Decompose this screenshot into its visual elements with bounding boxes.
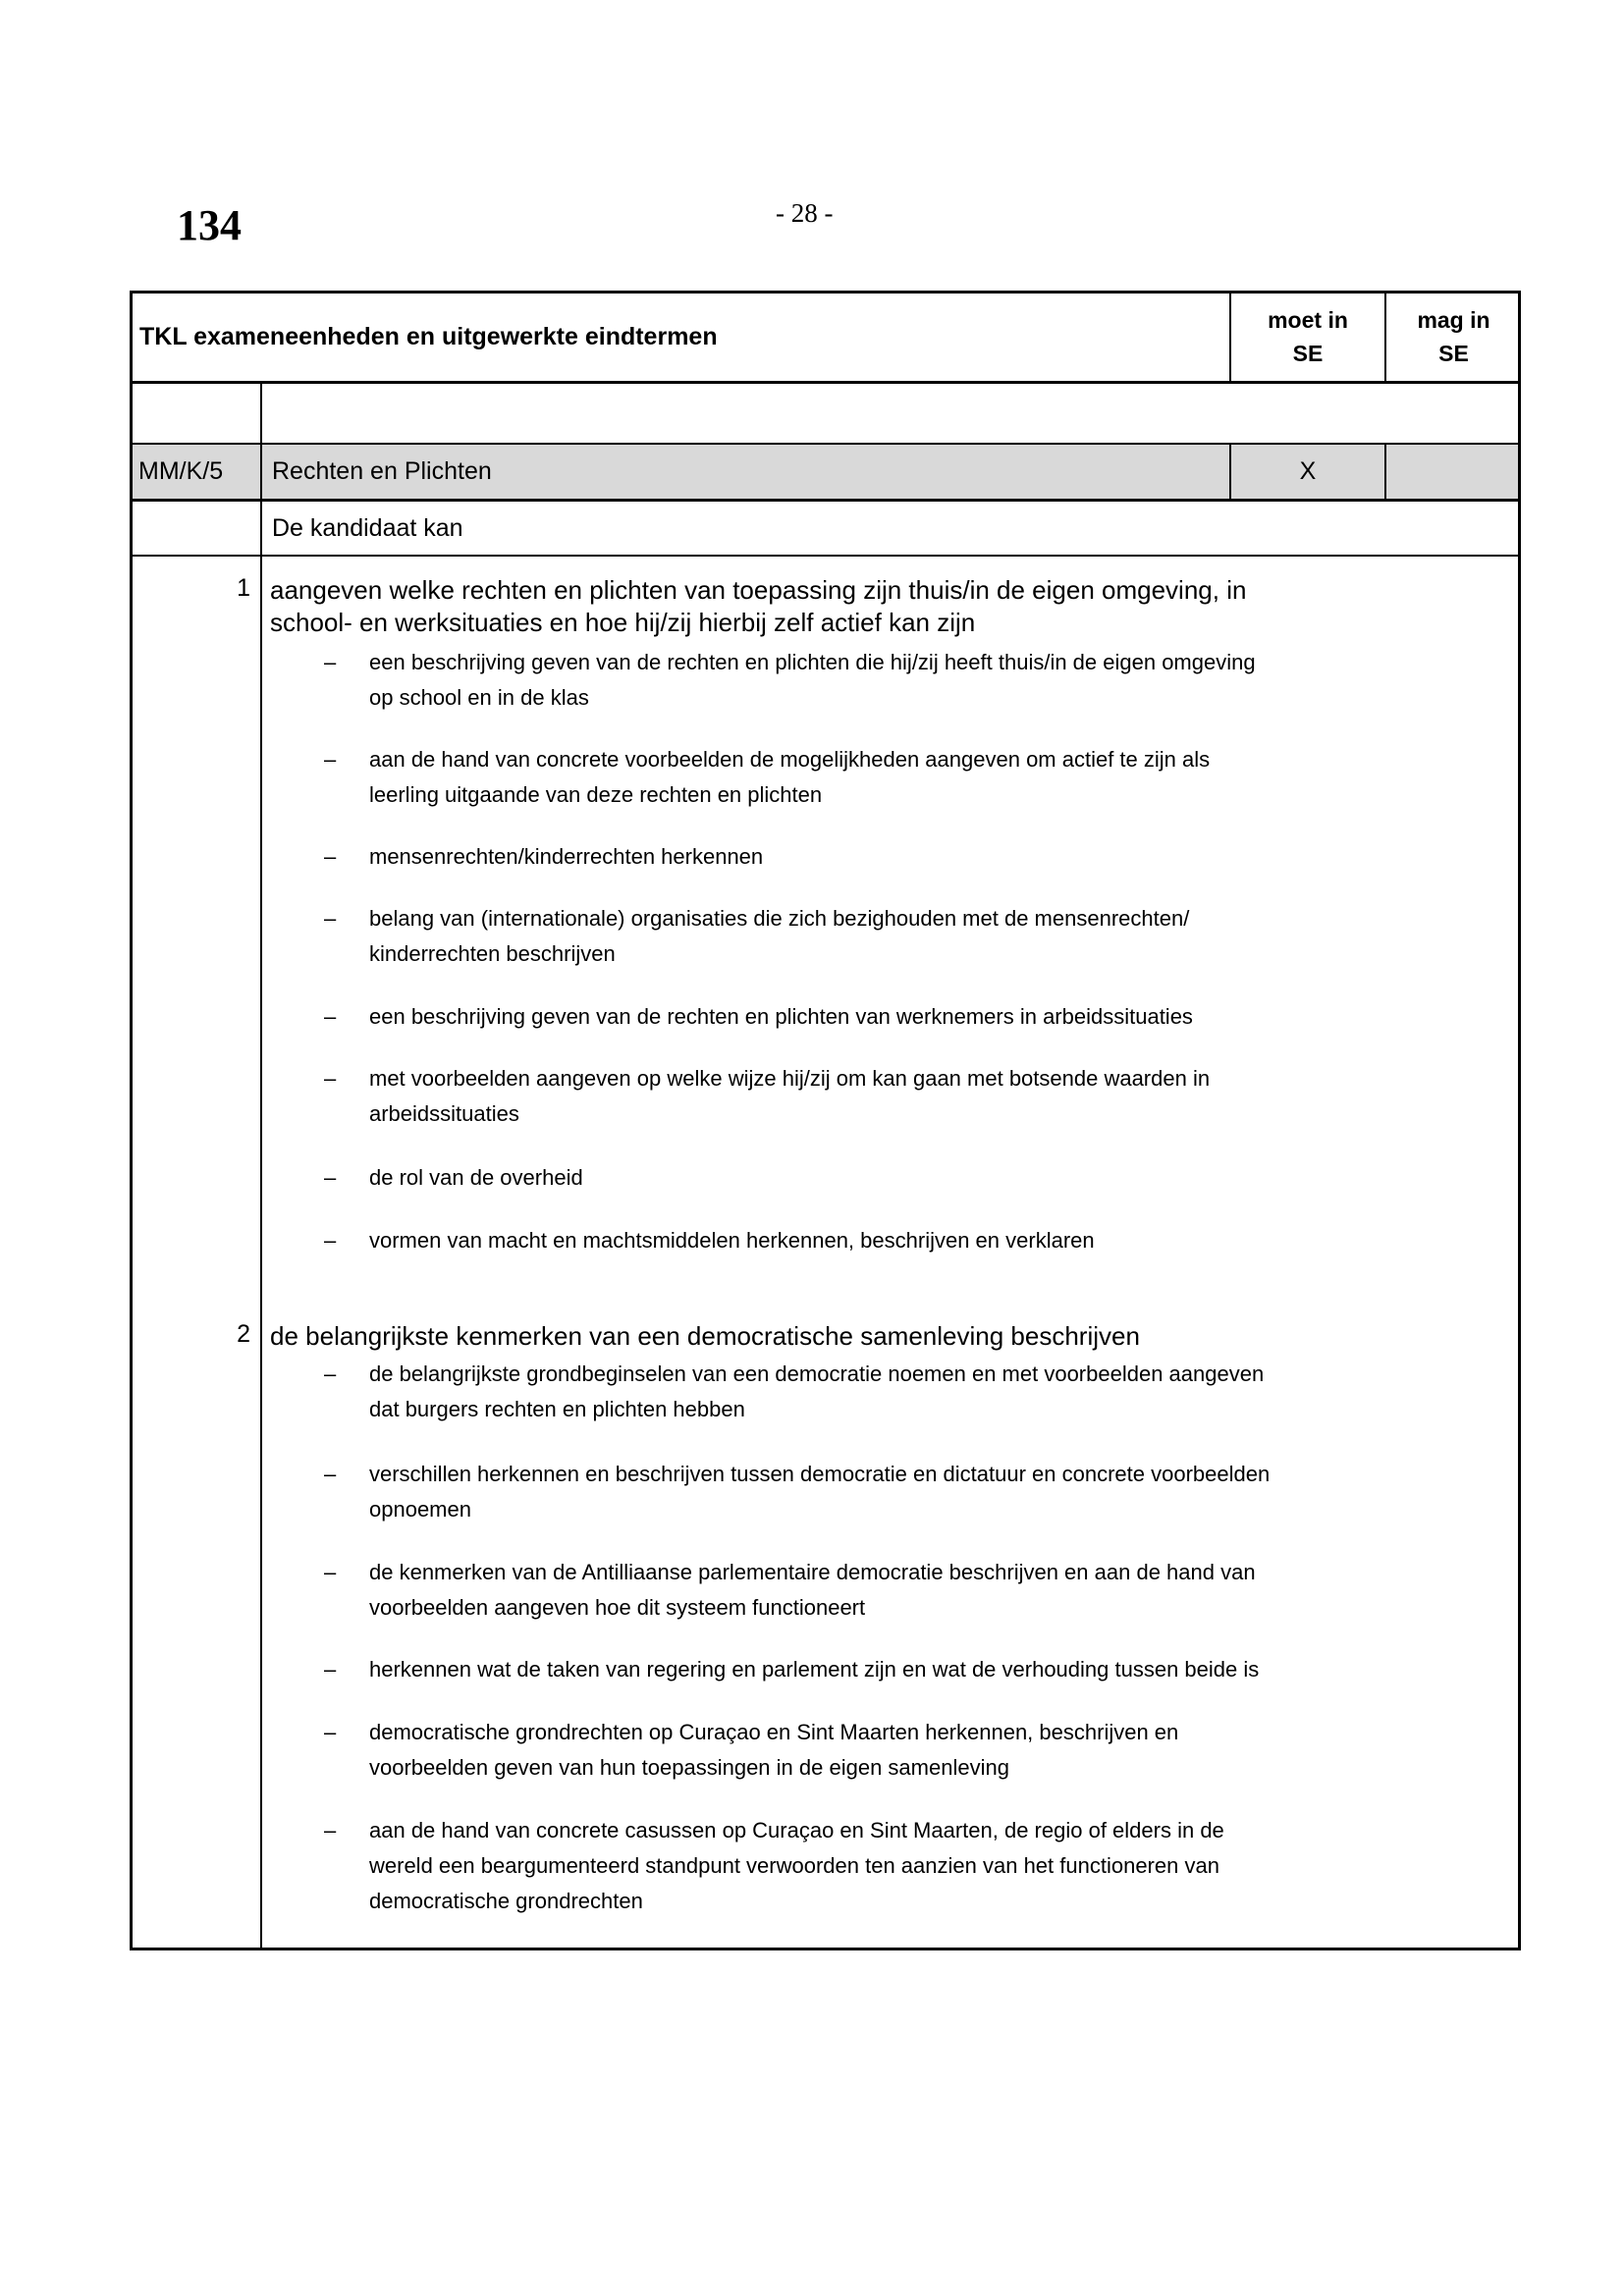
unit-title: Rechten en Plichten xyxy=(272,457,492,485)
page-number-left: 134 xyxy=(177,201,242,249)
item-number: 2 xyxy=(237,1320,250,1348)
list-item-line: een beschrijving geven van de rechten en plichten die hij/zij heeft thuis/in de eigen omgeving xyxy=(369,650,1256,674)
dash-bullet-icon: – xyxy=(324,1462,337,1486)
list-item-line: leerling uitgaande van deze rechten en plichten xyxy=(369,782,823,807)
list-item-line: een beschrijving geven van de rechten en plichten van werknemers in arbeidssituaties xyxy=(369,1004,1193,1029)
list-item-line: de rol van de overheid xyxy=(369,1165,583,1190)
item-text xyxy=(270,1320,1140,1353)
column-header-moet-line2: SE xyxy=(1292,341,1324,366)
column-header-mag-line2: SE xyxy=(1438,341,1469,366)
page-number-center: - 28 - xyxy=(776,198,834,228)
dash-bullet-icon: – xyxy=(324,1066,337,1091)
dash-bullet-icon: – xyxy=(324,1228,337,1253)
list-item-line: met voorbeelden aangeven op welke wijze hij/zij om kan gaan met botsende waarden in xyxy=(369,1066,1211,1091)
list-item-line: opnoemen xyxy=(369,1497,471,1522)
unit-code: MM/K/5 xyxy=(138,457,224,485)
dash-bullet-icon: – xyxy=(324,747,337,772)
list-item-line: verschillen herkennen en beschrijven tussen democratie en dictatuur en concrete voorbeelden xyxy=(369,1462,1271,1486)
divider xyxy=(130,555,1521,557)
dash-bullet-icon: – xyxy=(324,1720,337,1744)
list-item-line: wereld een beargumenteerd standpunt verwoorden ten aanzien van het functioneren van xyxy=(369,1853,1219,1878)
dash-bullet-icon: – xyxy=(324,1560,337,1584)
list-item-line: kinderrechten beschrijven xyxy=(369,941,616,966)
dash-bullet-icon: – xyxy=(324,1818,337,1842)
column-header-moet xyxy=(1231,303,1384,370)
dash-bullet-icon: – xyxy=(324,906,337,931)
list-item-line: op school en in de klas xyxy=(369,685,589,710)
item-line: de belangrijkste kenmerken van een democratische samenleving beschrijven xyxy=(270,1321,1140,1351)
dash-bullet-icon: – xyxy=(324,1004,337,1029)
divider xyxy=(1384,444,1386,500)
list-item-line: mensenrechten/kinderrechten herkennen xyxy=(369,844,764,869)
list-item-line: democratische grondrechten xyxy=(369,1889,643,1913)
dash-bullet-icon: – xyxy=(324,650,337,674)
dash-bullet-icon: – xyxy=(324,1657,337,1682)
item-number: 1 xyxy=(237,574,250,602)
divider xyxy=(130,499,1521,502)
list-item-line: dat burgers rechten en plichten hebben xyxy=(369,1397,745,1421)
list-item-line: vormen van macht en machtsmiddelen herkennen, beschrijven en verklaren xyxy=(369,1228,1095,1253)
column-header-moet-line1: moet in xyxy=(1268,307,1348,333)
dash-bullet-icon: – xyxy=(324,1165,337,1190)
list-item-line: voorbeelden aangeven hoe dit systeem functioneert xyxy=(369,1595,866,1620)
list-item-line: aan de hand van concrete casussen op Curaçao en Sint Maarten, de regio of elders in de xyxy=(369,1818,1224,1842)
list-item-line: belang van (internationale) organisaties die zich bezighouden met de mensenrechten/ xyxy=(369,906,1190,931)
column-header-mag-line1: mag in xyxy=(1417,307,1490,333)
item-line: school- en werksituaties en hoe hij/zij hierbij zelf actief kan zijn xyxy=(270,608,976,637)
list-item-line: arbeidssituaties xyxy=(369,1101,519,1126)
item-line: aangeven welke rechten en plichten van toepassing zijn thuis/in de eigen omgeving, in xyxy=(270,575,1247,605)
list-item-line: de belangrijkste grondbeginselen van een democratie noemen en met voorbeelden aangeven xyxy=(369,1362,1265,1386)
list-item-line: democratische grondrechten op Curaçao en Sint Maarten herkennen, beschrijven en xyxy=(369,1720,1179,1744)
list-item-line: herkennen wat de taken van regering en parlement zijn en wat de verhouding tussen beide is xyxy=(369,1657,1260,1682)
list-item-line: voorbeelden geven van hun toepassingen in de eigen samenleving xyxy=(369,1755,1009,1780)
unit-moet-mark: X xyxy=(1299,457,1317,485)
dash-bullet-icon: – xyxy=(324,1362,337,1386)
divider xyxy=(260,382,262,1949)
table-title: TKL exameneenheden en uitgewerkte eindtermen xyxy=(139,323,718,350)
column-header-mag xyxy=(1386,303,1521,370)
item-text xyxy=(270,574,1246,639)
intro-text: De kandidaat kan xyxy=(272,514,463,542)
list-item-line: aan de hand van concrete voorbeelden de mogelijkheden aangeven om actief te zijn als xyxy=(369,747,1211,772)
dash-bullet-icon: – xyxy=(324,844,337,869)
divider xyxy=(130,443,1521,445)
divider xyxy=(130,381,1521,384)
list-item-line: de kenmerken van de Antilliaanse parlementaire democratie beschrijven en aan de hand van xyxy=(369,1560,1256,1584)
